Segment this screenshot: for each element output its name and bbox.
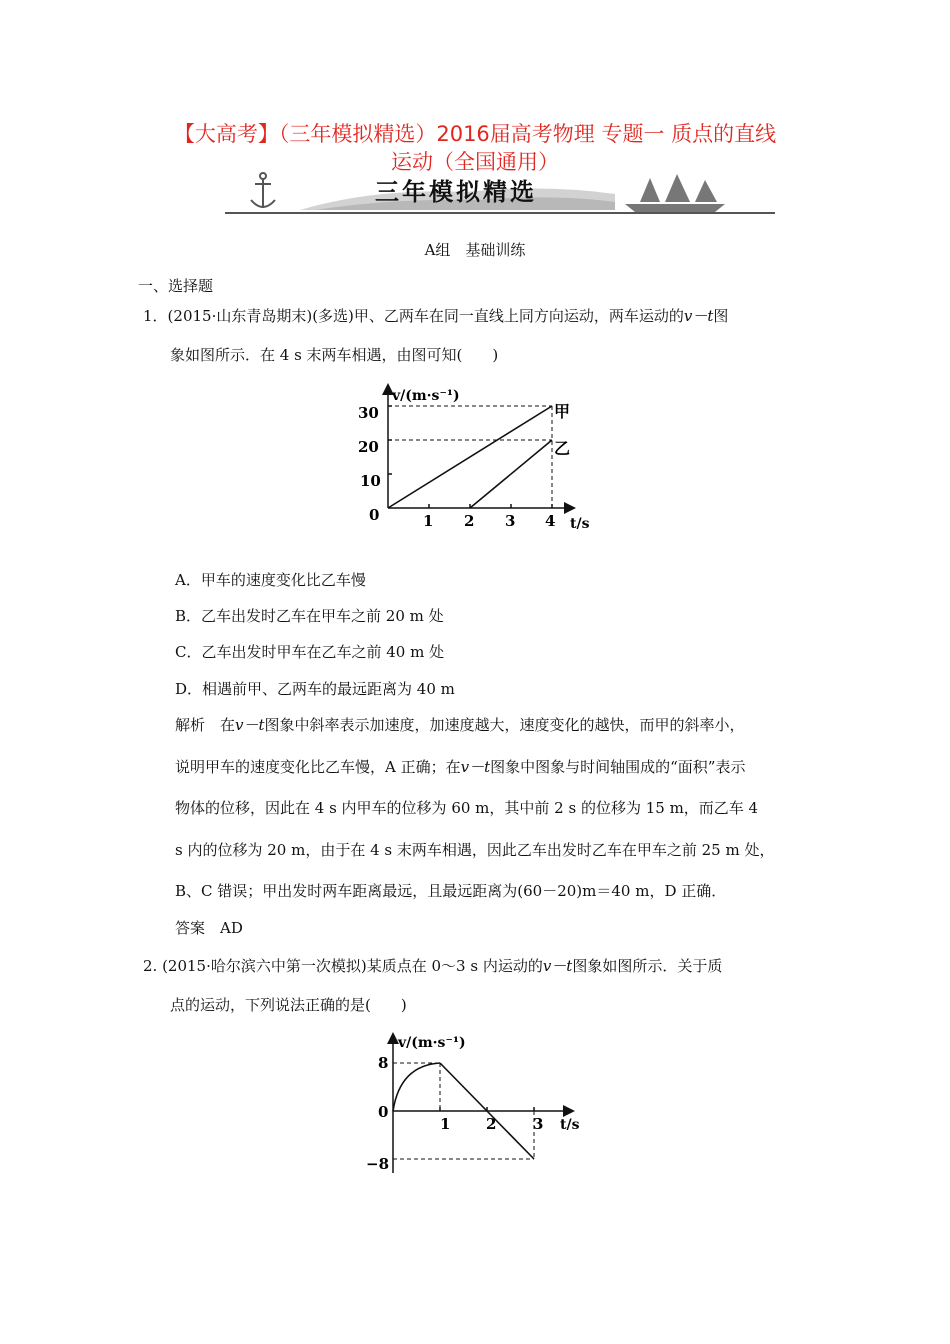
q1-ytick-0: 0 [369, 506, 380, 524]
q2-stem-suffix: 图象如图所示．关于质 [572, 957, 723, 975]
q2-xtick-1: 1 [440, 1115, 451, 1133]
q1-option-c: C．乙车出发时甲车在乙车之前 40 m 处 [175, 643, 445, 661]
q1-xtick-1: 1 [423, 512, 434, 530]
q1-analysis-line-4: s 内的位移为 20 m，由于在 4 s 末两车相遇，因此乙车出发时乙车在甲车之前 25 m 处， [175, 841, 775, 859]
q1-ytick-10: 10 [360, 472, 381, 490]
q1-analysis-line-1 [175, 715, 745, 735]
q1-analysis-l2-b: 图象中图象与时间轴围成的“面积”表示 [490, 758, 746, 776]
q1-analysis-l1-a: 解析 在 [175, 716, 236, 734]
q2-stem-line-1 [143, 956, 722, 976]
section-heading: 一、选择题 [138, 277, 214, 295]
q1-analysis-l2-a: 说明甲车的速度变化比乙车慢，A 正确；在 [175, 758, 461, 776]
q1-series-label-yi: 乙 [554, 439, 571, 458]
q2-stem-prefix: 2. (2015·哈尔滨六中第一次模拟)某质点在 0～3 s 内运动的 [143, 957, 543, 975]
q1-analysis-l1-b: 图象中斜率表示加速度，加速度越大，速度变化的越快，而甲的斜率小， [264, 716, 745, 734]
q1-analysis-line-2 [175, 757, 745, 777]
q1-analysis-l1-var: v－t [235, 716, 265, 734]
title-line-1: 【大高考】（三年模拟精选）2016届高考物理 专题一 质点的直线 [173, 122, 777, 146]
banner-text: 三年模拟精选 [375, 178, 537, 206]
q2-vt-graph [360, 1025, 590, 1175]
q1-stem-line-1 [143, 306, 728, 326]
anchor-icon [251, 173, 275, 208]
q1-series-label-jia: 甲 [554, 402, 571, 421]
q2-ytick-0: 0 [378, 1103, 389, 1121]
q1-ytick-30: 30 [358, 404, 379, 422]
q1-xtick-4: 4 [545, 512, 556, 530]
q1-analysis-l2-var: v－t [460, 758, 491, 776]
title-line-2: 运动（全国通用） [391, 150, 559, 174]
q2-xtick-2: 2 [486, 1115, 497, 1133]
ship-icon [625, 174, 725, 212]
q2-ytick-neg8: −8 [366, 1155, 390, 1173]
q1-stem-line-2: 象如图所示．在 4 s 末两车相遇，由图可知( ) [170, 346, 499, 364]
q1-ytick-20: 20 [358, 438, 379, 456]
q2-x-axis-label: t/s [560, 1117, 580, 1133]
q1-xtick-2: 2 [464, 512, 475, 530]
q1-y-axis-label: v/(m·s⁻¹) [392, 388, 460, 404]
q2-stem-var: v－t [542, 957, 573, 975]
section-banner [225, 170, 775, 218]
q1-option-d: D．相遇前甲、乙两车的最远距离为 40 m [175, 680, 455, 698]
group-heading: A组 基础训练 [424, 241, 526, 259]
q1-option-a: A．甲车的速度变化比乙车慢 [175, 571, 366, 589]
q1-option-b: B．乙车出发时乙车在甲车之前 20 m 处 [175, 607, 444, 625]
q2-y-axis-label: v/(m·s⁻¹) [398, 1035, 466, 1051]
q1-stem-var: v－t [683, 307, 714, 325]
q1-stem-prefix: 1．(2015·山东青岛期末)(多选)甲、乙两车在同一直线上同方向运动，两车运动的 [143, 307, 684, 325]
q1-answer: 答案 AD [175, 919, 243, 937]
document-title [100, 120, 850, 176]
q1-stem-suffix: 图 [713, 307, 729, 325]
q2-curve-segment [393, 1063, 440, 1111]
q2-xtick-3: 3 [533, 1115, 544, 1133]
q1-vt-graph [355, 380, 615, 540]
q1-analysis-line-5: B、C 错误；甲出发时两车距离最远，且最远距离为(60－20)m＝40 m，D 正确． [175, 882, 727, 900]
q2-stem-line-2: 点的运动，下列说法正确的是( ) [170, 996, 407, 1014]
q1-analysis-line-3: 物体的位移，因此在 4 s 内甲车的位移为 60 m，其中前 2 s 的位移为 15 m，而乙车 4 [175, 799, 759, 817]
q1-xtick-3: 3 [505, 512, 516, 530]
q1-x-axis-label: t/s [570, 516, 590, 532]
q1-series-line-jia [388, 406, 552, 508]
q2-ytick-8: 8 [378, 1054, 389, 1072]
